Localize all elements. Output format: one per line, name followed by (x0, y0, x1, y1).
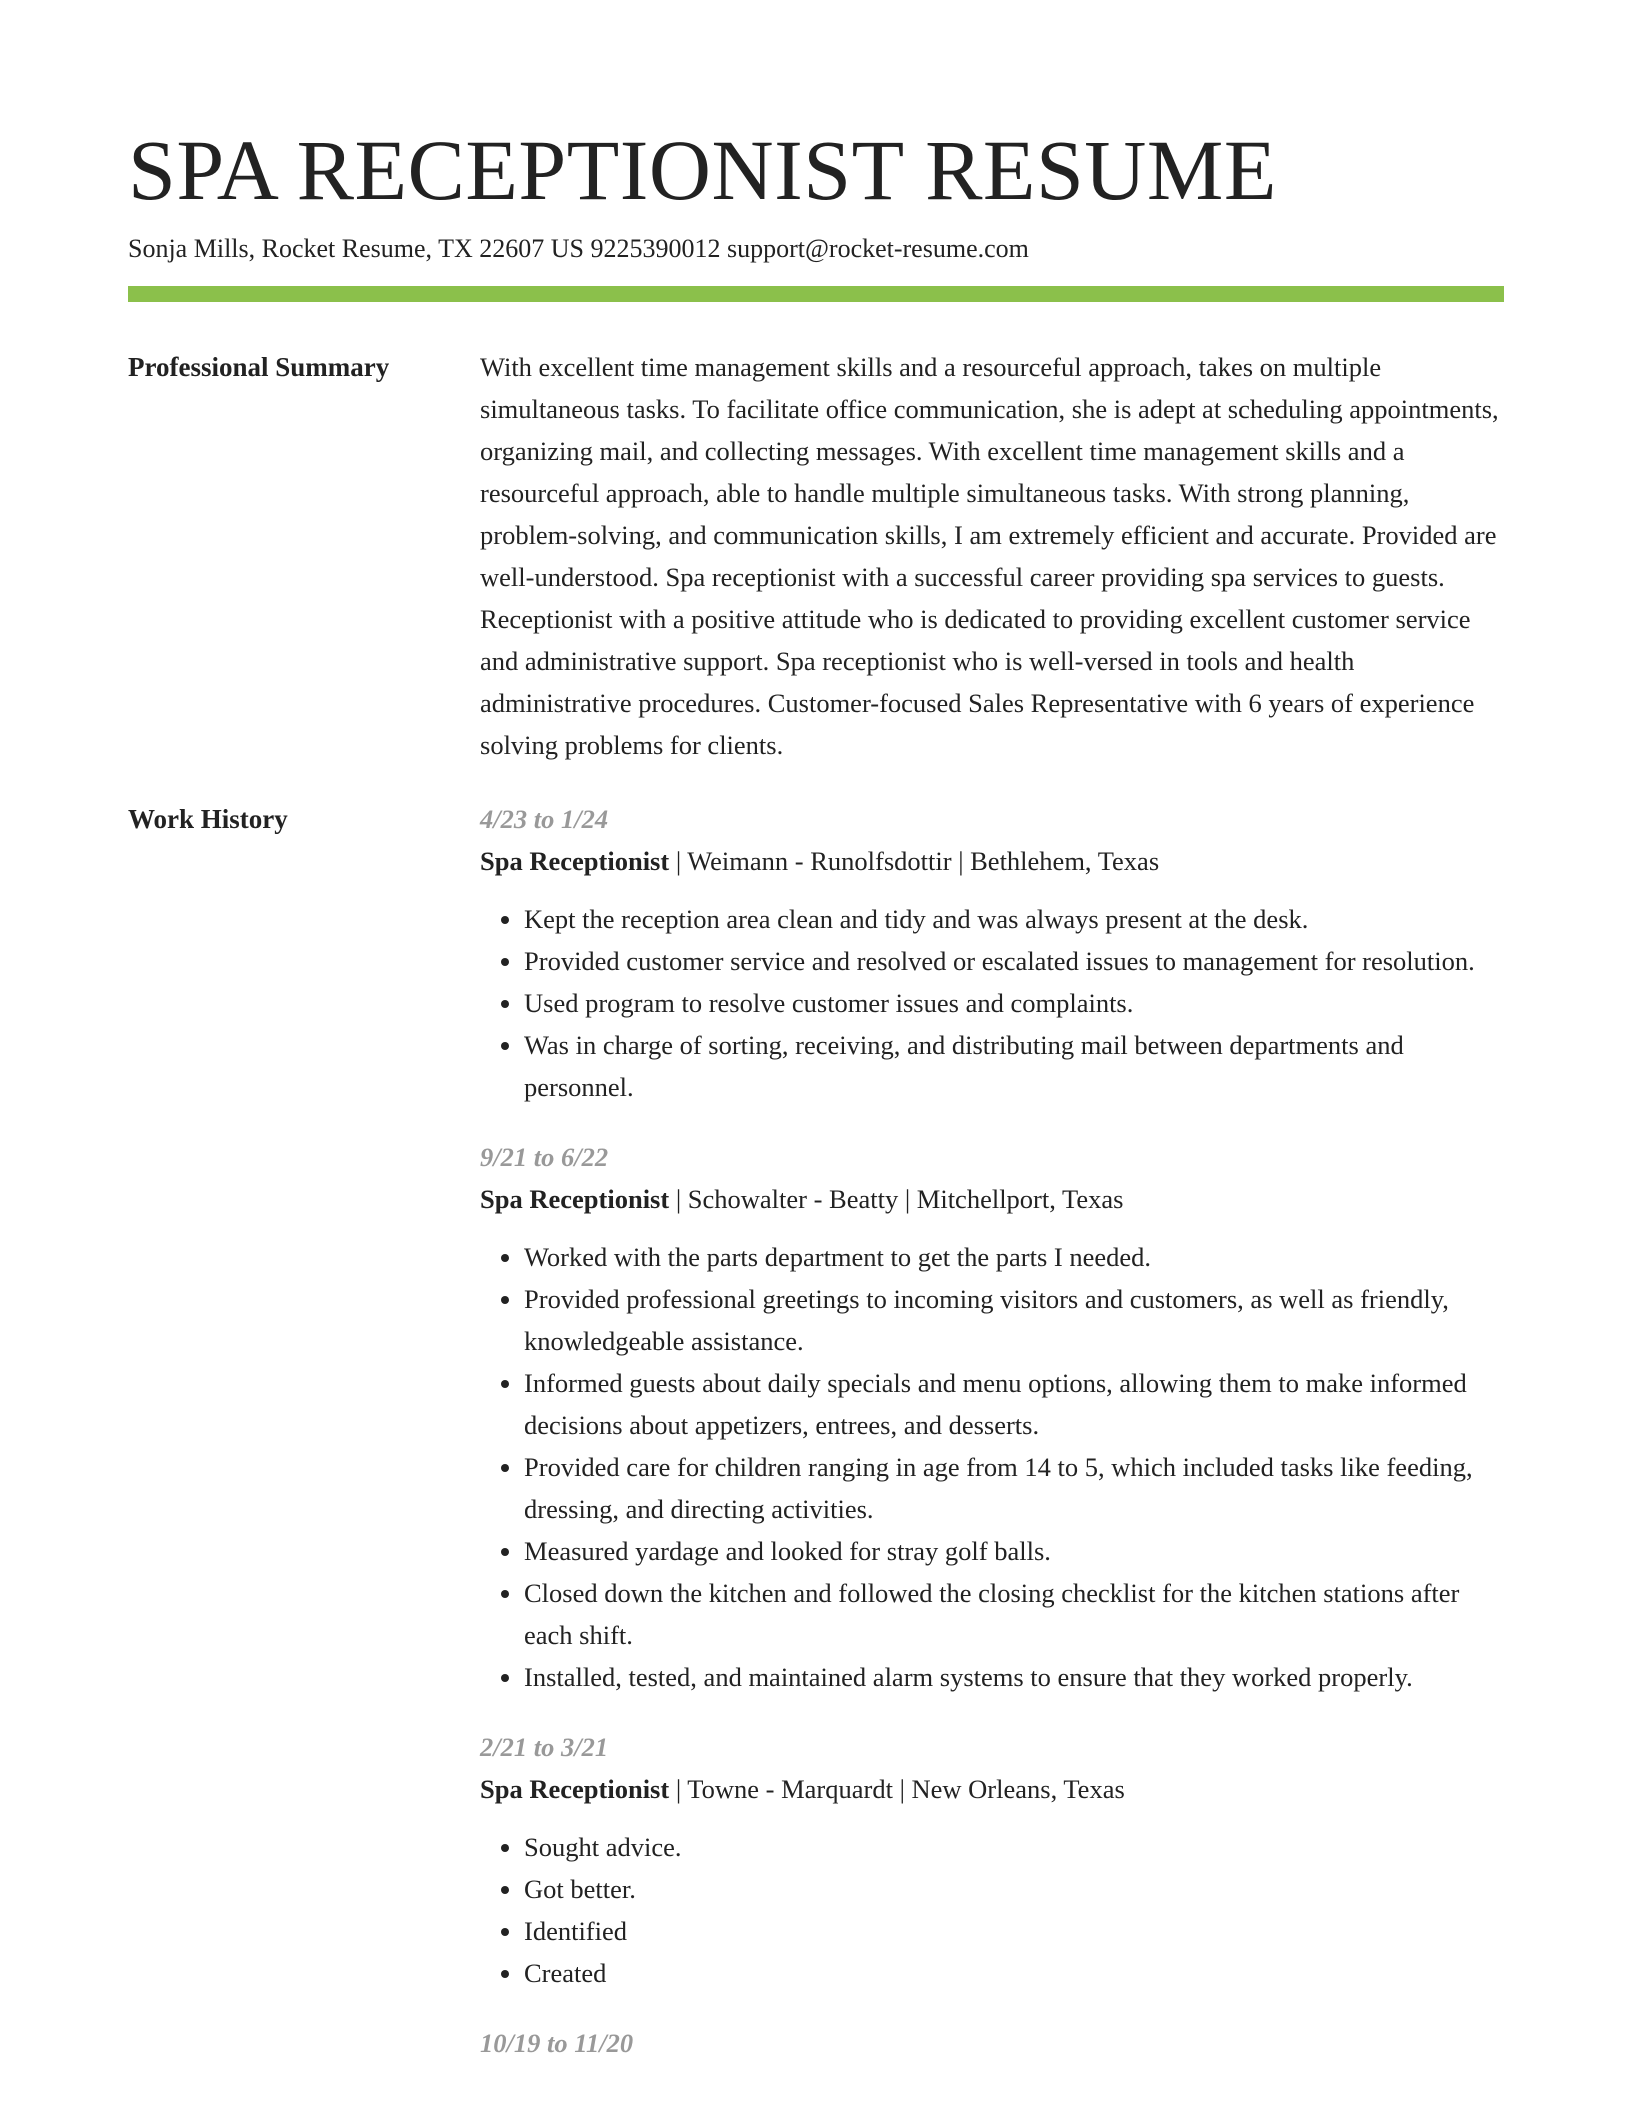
summary-heading: Professional Summary (128, 352, 390, 382)
summary-section (480, 346, 1504, 766)
job-bullet: • Informed guests about daily specials and menu options, allowing them to make informed decisions about appetizers, entrees, and desserts. (524, 1362, 1504, 1446)
job-entry (480, 1136, 1504, 1698)
job-entry (480, 1726, 1504, 1994)
job-bullet: • Was in charge of sorting, receiving, and distributing mail between departments and personnel. (524, 1024, 1504, 1108)
work-history-heading: Work History (128, 804, 288, 834)
job-bullet: • Used program to resolve customer issues and complaints. (524, 982, 1504, 1024)
job-bullet: • Worked with the parts department to get the parts I needed. (524, 1236, 1504, 1278)
job-bullet: • Provided care for children ranging in age from 14 to 5, which included tasks like feeding, dressing, and directing activities. (524, 1446, 1504, 1530)
job-bullet: • Installed, tested, and maintained alarm systems to ensure that they worked properly. (524, 1656, 1504, 1698)
job-title: Spa Receptionist (480, 846, 670, 876)
job-dates: 4/23 to 1/24 (480, 804, 609, 834)
job-bullets (480, 1826, 1504, 1994)
job-bullet: • Created (524, 1952, 1504, 1994)
accent-divider (128, 286, 1504, 302)
summary-text: With excellent time management skills and a resourceful approach, takes on multiple simultaneous tasks. To facilitate office communication, she is adept at scheduling appointments, organizing mail, and collecting messages. With excellent time management skills and a resourceful approach, able to handle multiple simultaneous tasks. With strong planning, problem-solving, and communication skills, I am extremely efficient and accurate. Provided are well-understood. Spa receptionist with a successful career providing spa services to guests. Receptionist with a positive attitude who is dedicated to providing excellent customer service and administrative support. Spa receptionist who is well-versed in tools and health administrative procedures. Customer-focused Sales Representative with 6 years of experience solving problems for clients. (480, 352, 1499, 760)
job-bullets (480, 898, 1504, 1108)
job-details: | Schowalter - Beatty | Mitchellport, Texas (669, 1184, 1124, 1214)
job-dates: 2/21 to 3/21 (480, 1732, 609, 1762)
job-entry (480, 2022, 1504, 2064)
job-title: Spa Receptionist (480, 1774, 670, 1804)
job-entry (480, 798, 1504, 1108)
job-dates: 9/21 to 6/22 (480, 1142, 609, 1172)
job-dates: 10/19 to 11/20 (480, 2028, 634, 2058)
contact-line: Sonja Mills, Rocket Resume, TX 22607 US 9225390012 support@rocket-resume.com (128, 234, 1029, 263)
job-bullets (480, 1236, 1504, 1698)
job-details: | Weimann - Runolfsdottir | Bethlehem, Texas (669, 846, 1160, 876)
work-history-section (480, 798, 1504, 2092)
job-bullet: • Provided professional greetings to incoming visitors and customers, as well as friendly, knowledgeable assistance. (524, 1278, 1504, 1362)
job-title: Spa Receptionist (480, 1184, 670, 1214)
job-heading (480, 1178, 1504, 1220)
job-bullet: • Identified (524, 1910, 1504, 1952)
job-details: | Towne - Marquardt | New Orleans, Texas (669, 1774, 1125, 1804)
job-heading (480, 1768, 1504, 1810)
job-bullet: • Measured yardage and looked for stray golf balls. (524, 1530, 1504, 1572)
job-bullet: • Got better. (524, 1868, 1504, 1910)
job-heading (480, 840, 1504, 882)
job-bullet: • Sought advice. (524, 1826, 1504, 1868)
job-bullet: • Closed down the kitchen and followed the closing checklist for the kitchen stations after each shift. (524, 1572, 1504, 1656)
job-bullet: • Kept the reception area clean and tidy and was always present at the desk. (524, 898, 1504, 940)
job-bullet: • Provided customer service and resolved or escalated issues to management for resolution. (524, 940, 1504, 982)
resume-title: SPA RECEPTIONIST RESUME (128, 122, 1277, 218)
